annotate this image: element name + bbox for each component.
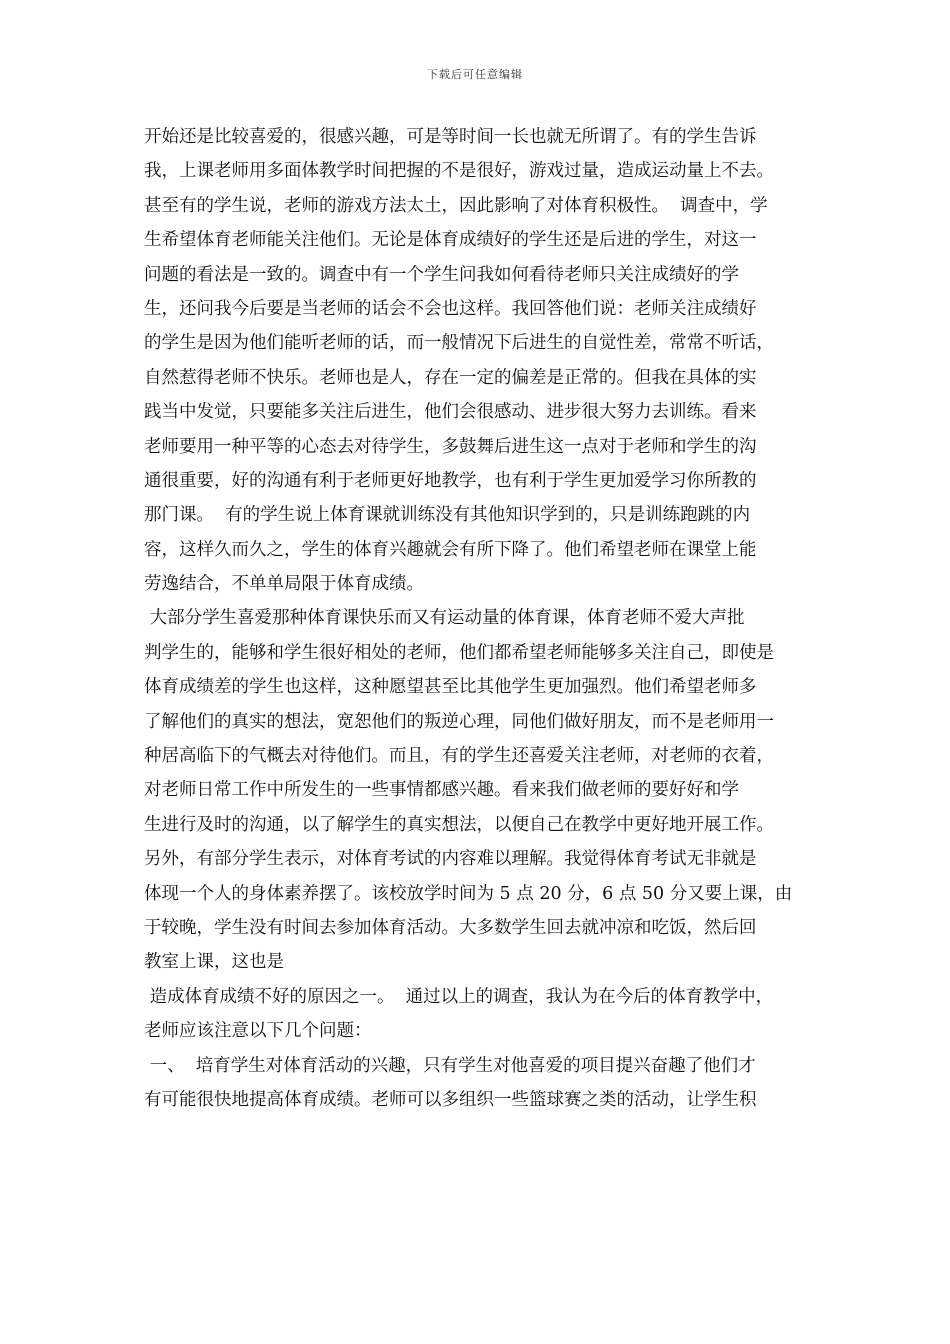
text-line: 甚至有的学生说，老师的游戏方法太土，因此影响了对体育积极性。 调查中，学 (144, 195, 768, 216)
text-line: 生进行及时的沟通，以了解学生的真实想法，以便自己在教学中更好地开展工作。 (144, 814, 774, 835)
text-line: 老师应该注意以下几个问题： (144, 1021, 372, 1042)
text-line: 的学生是因为他们能听老师的话，而一般情况下后进生的自觉性差，常常不听话， (144, 333, 774, 354)
text-line: 体现一个人的身体素养摆了。该校放学时间为 5 点 20 分，6 点 50 分又要上课，由 (144, 883, 793, 904)
text-line: 于较晚，学生没有时间去参加体育活动。大多数学生回去就冲凉和吃饭，然后回 (144, 917, 757, 938)
text-line: 种居高临下的气概去对待他们。而且，有的学生还喜爱关注老师，对老师的衣着， (144, 746, 774, 767)
text-line: 容，这样久而久之，学生的体育兴趣就会有所下降了。他们希望老师在课堂上能 (144, 539, 757, 560)
text-line: 那门课。 有的学生说上体育课就训练没有其他知识学到的，只是训练跑跳的内 (144, 505, 751, 526)
body-text (144, 120, 824, 1117)
text-line: 了解他们的真实的想法，宽恕他们的叛逆心理，同他们做好朋友，而不是老师用一 (144, 711, 774, 732)
text-line: 生，还问我今后要是当老师的话会不会也这样。我回答他们说：老师关注成绩好 (144, 298, 757, 319)
text-line: 劳逸结合，不单单局限于体育成绩。 (144, 574, 424, 595)
text-line: 造成体育成绩不好的原因之一。 通过以上的调查，我认为在今后的体育教学中， (144, 986, 774, 1007)
text-line: 老师要用一种平等的心态去对待学生，多鼓舞后进生这一点对于老师和学生的沟 (144, 436, 757, 457)
text-line: 问题的看法是一致的。调查中有一个学生问我如何看待老师只关注成绩好的学 (144, 264, 739, 285)
text-line: 判学生的，能够和学生很好相处的老师，他们都希望老师能够多关注自己，即使是 (144, 642, 774, 663)
text-line: 大部分学生喜爱那种体育课快乐而又有运动量的体育课，体育老师不爱大声批 (144, 608, 745, 629)
text-line: 有可能很快地提高体育成绩。老师可以多组织一些篮球赛之类的活动，让学生积 (144, 1089, 757, 1110)
text-line: 践当中发觉，只要能多关注后进生，他们会很感动、进步很大努力去训练。看来 (144, 402, 757, 423)
text-line: 教室上课，这也是 (144, 952, 284, 973)
text-line: 一、 培育学生对体育活动的兴趣，只有学生对他喜爱的项目提兴奋趣了他们才 (144, 1055, 756, 1076)
text-line: 生希望体育老师能关注他们。无论是体育成绩好的学生还是后进的学生，对这一 (144, 230, 757, 251)
text-line: 我，上课老师用多面体教学时间把握的不是很好，游戏过量，造成运动量上不去。 (144, 161, 774, 182)
text-line: 通很重要，好的沟通有利于老师更好地教学，也有利于学生更加爱学习你所教的 (144, 470, 757, 491)
page-header: 下载后可任意编辑 (427, 68, 523, 81)
text-line: 另外，有部分学生表示，对体育考试的内容难以理解。我觉得体育考试无非就是 (144, 849, 757, 870)
text-line: 对老师日常工作中所发生的一些事情都感兴趣。看来我们做老师的要好好和学 (144, 780, 739, 801)
text-line: 自然惹得老师不快乐。老师也是人，存在一定的偏差是正常的。但我在具体的实 (144, 367, 757, 388)
text-line: 开始还是比较喜爱的，很感兴趣，可是等时间一长也就无所谓了。有的学生告诉 (144, 127, 757, 147)
text-line: 体育成绩差的学生也这样，这种愿望甚至比其他学生更加强烈。他们希望老师多 (144, 677, 757, 698)
